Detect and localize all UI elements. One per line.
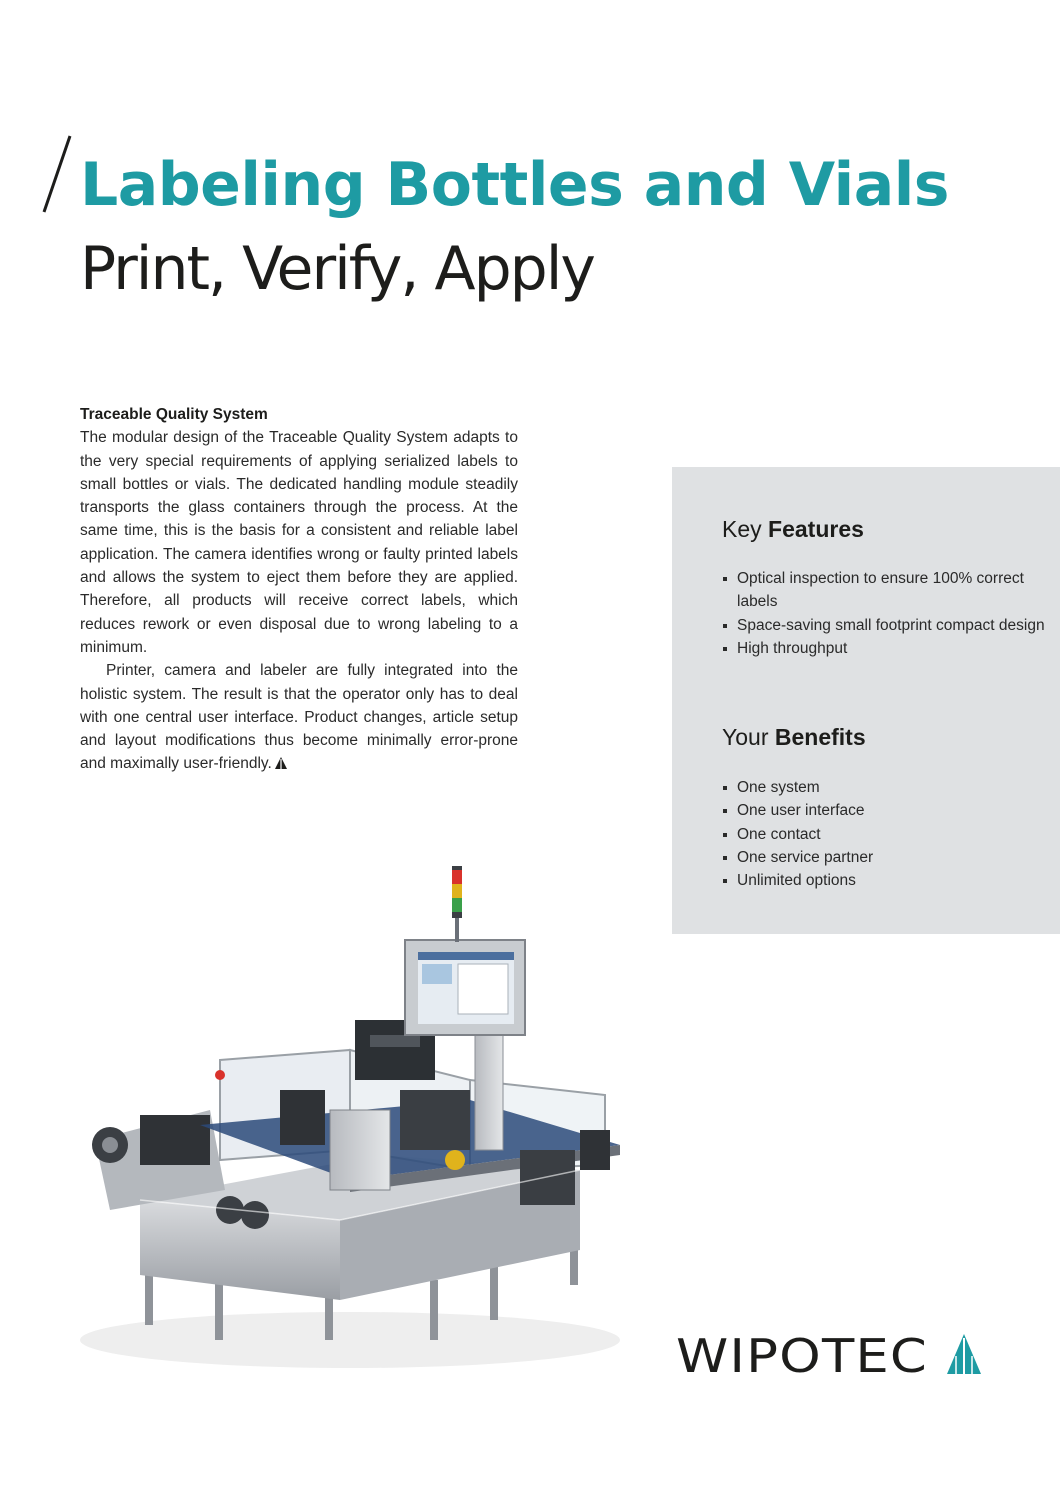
intro-paragraph-2-text: Printer, camera and labeler are fully integrated into the holistic system. The result is that the operator only has to deal with one central user interface. Product changes, article setup and layout modifications thus become minimally error-prone and maximally user-friendly. [80, 662, 518, 773]
benefits-list [722, 776, 1052, 892]
intro-paragraph-1: The modular design of the Traceable Quality System adapts to the very special requirements of applying serialized labels to small bottles or vials. The dedicated handling module steadily transports the glass containers through the process. At the same time, this is the basis for a consistent and reliable label application. The camera identifies wrong or faulty printed labels and allows the system to eject them before they are applied. Therefore, all products will receive correct labels, which reduces rework or even disposal due to wrong labeling to a minimum. [80, 429, 518, 656]
end-mark-icon [275, 757, 287, 769]
list-item: High throughput [722, 637, 1052, 660]
wipotec-logo [676, 1330, 982, 1378]
features-panel [672, 467, 1060, 934]
list-item: Space-saving small footprint compact design [722, 614, 1052, 637]
page-subtitle: Print, Verify, Apply [80, 234, 594, 304]
intro-paragraph-2 [80, 659, 518, 775]
list-item: One user interface [722, 799, 1052, 822]
labeling-machine-illustration [50, 860, 630, 1380]
list-item: Optical inspection to ensure 100% correct labels [722, 567, 1052, 614]
list-item: One contact [722, 823, 1052, 846]
title-slash-mark [40, 134, 74, 216]
page-title: Labeling Bottles and Vials [80, 150, 949, 220]
intro-heading: Traceable Quality System [80, 406, 268, 423]
key-features-heading: Key Features [722, 516, 864, 542]
list-item: One system [722, 776, 1052, 799]
key-features-list [722, 567, 1052, 660]
benefits-heading: Your Benefits [722, 724, 866, 750]
list-item: Unlimited options [722, 869, 1052, 892]
svg-text:WIPOTEC: WIPOTEC [676, 1330, 928, 1378]
list-item: One service partner [722, 846, 1052, 869]
intro-section [80, 403, 518, 776]
